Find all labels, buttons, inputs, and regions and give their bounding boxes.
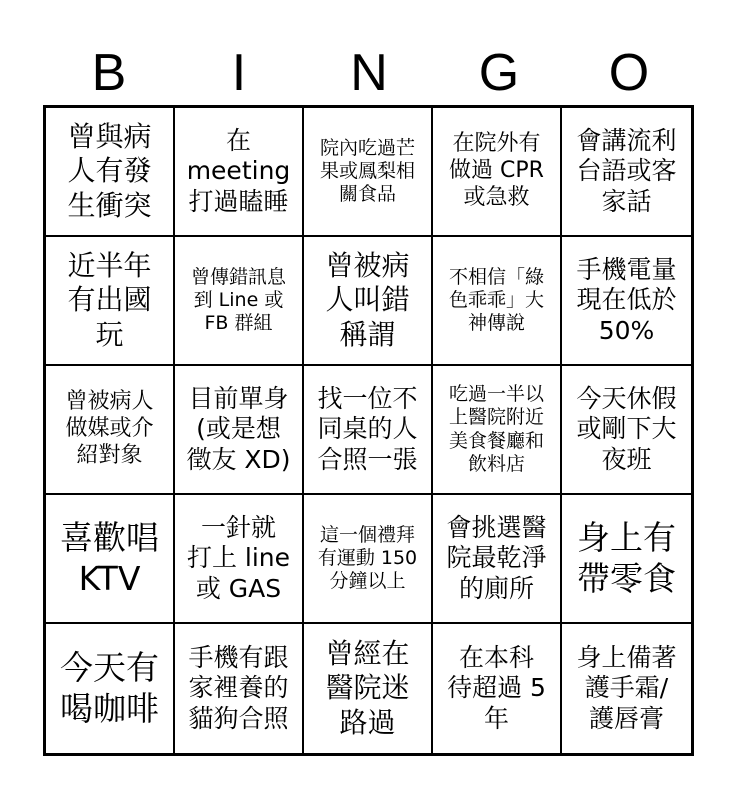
header-letter-n: N xyxy=(350,44,388,102)
header-letter-g: G xyxy=(478,44,520,102)
bingo-cell-r1c1[interactable] xyxy=(46,108,175,237)
header-letter-b: B xyxy=(91,44,127,102)
bingo-cell-r1c4[interactable] xyxy=(433,108,562,237)
bingo-cell-r4c1[interactable] xyxy=(46,495,175,624)
bingo-cell-text: 在本科 待超過 5 年 xyxy=(447,642,546,733)
bingo-cell-r3c3[interactable] xyxy=(304,366,433,495)
bingo-cell-r4c2[interactable] xyxy=(175,495,304,624)
bingo-cell-r5c4[interactable] xyxy=(433,624,562,753)
bingo-cell-r4c4[interactable] xyxy=(433,495,562,624)
bingo-cell-text: 找一位不 同桌的人 合照一張 xyxy=(317,383,418,474)
bingo-cell-text: 曾與病 人有發 生衝突 xyxy=(67,120,152,222)
bingo-cell-text: 曾被病 人叫錯 稱謂 xyxy=(325,249,410,351)
bingo-cell-r2c3[interactable] xyxy=(304,237,433,366)
bingo-cell-r3c4[interactable] xyxy=(433,366,562,495)
bingo-cell-r5c2[interactable] xyxy=(175,624,304,753)
bingo-cell-r4c3[interactable] xyxy=(304,495,433,624)
header-letter-o: O xyxy=(608,44,650,102)
bingo-cell-r5c3[interactable] xyxy=(304,624,433,753)
bingo-cell-text: 會講流利 台語或客 家話 xyxy=(576,125,677,216)
bingo-cell-text: 手機電量 現在低於 50% xyxy=(576,254,677,345)
bingo-cell-text: 身上備著 護手霜/ 護唇膏 xyxy=(576,642,677,733)
bingo-cell-text: 今天休假 或剛下大 夜班 xyxy=(576,383,677,474)
bingo-cell-text: 院內吃過芒 果或鳳梨相 關食品 xyxy=(319,136,415,206)
bingo-header xyxy=(44,42,694,104)
bingo-cell-r2c1[interactable] xyxy=(46,237,175,366)
bingo-cell-text: 曾經在 醫院迷 路過 xyxy=(325,637,410,739)
bingo-cell-r3c1[interactable] xyxy=(46,366,175,495)
bingo-board xyxy=(43,105,694,756)
bingo-cell-r5c1[interactable] xyxy=(46,624,175,753)
bingo-cell-r3c2[interactable] xyxy=(175,366,304,495)
bingo-cell-text: 曾被病人 做媒或介 紹對象 xyxy=(65,389,154,468)
bingo-cell-r1c3[interactable] xyxy=(304,108,433,237)
bingo-cell-r5c5[interactable] xyxy=(562,624,691,753)
bingo-cell-r4c5[interactable] xyxy=(562,495,691,624)
bingo-cell-r2c4[interactable] xyxy=(433,237,562,366)
bingo-cell-text: 一針就 打上 line 或 GAS xyxy=(186,512,291,603)
bingo-cell-text: 在院外有 做過 CPR 或急救 xyxy=(449,131,544,210)
bingo-cell-r2c5[interactable] xyxy=(562,237,691,366)
bingo-cell-r2c2[interactable] xyxy=(175,237,304,366)
bingo-cell-text: 近半年 有出國 玩 xyxy=(67,249,152,351)
bingo-cell-text: 吃過一半以 上醫院附近 美食餐廳和 飲料店 xyxy=(448,383,544,475)
bingo-cell-text: 身上有 帶零食 xyxy=(577,518,676,598)
bingo-cell-r1c5[interactable] xyxy=(562,108,691,237)
bingo-cell-r1c2[interactable] xyxy=(175,108,304,237)
bingo-cell-text: 這一個禮拜 有運動 150 分鐘以上 xyxy=(317,523,418,593)
bingo-cell-text: 在 meeting 打過瞌睡 xyxy=(186,125,291,216)
bingo-cell-text: 今天有 喝咖啡 xyxy=(60,648,159,728)
bingo-cell-r3c5[interactable] xyxy=(562,366,691,495)
bingo-cell-text: 不相信「綠 色乖乖」大 神傳說 xyxy=(448,265,544,335)
bingo-cell-text: 會挑選醫 院最乾淨 的廁所 xyxy=(446,512,547,603)
header-letter-i: I xyxy=(231,44,247,102)
bingo-cell-text: 目前單身 (或是想 徵友 XD) xyxy=(186,383,291,474)
bingo-cell-text: 手機有跟 家裡養的 貓狗合照 xyxy=(188,642,289,733)
bingo-cell-text: 喜歡唱 KTV xyxy=(60,518,159,598)
bingo-cell-text: 曾傳錯訊息 到 Line 或 FB 群組 xyxy=(190,265,286,335)
